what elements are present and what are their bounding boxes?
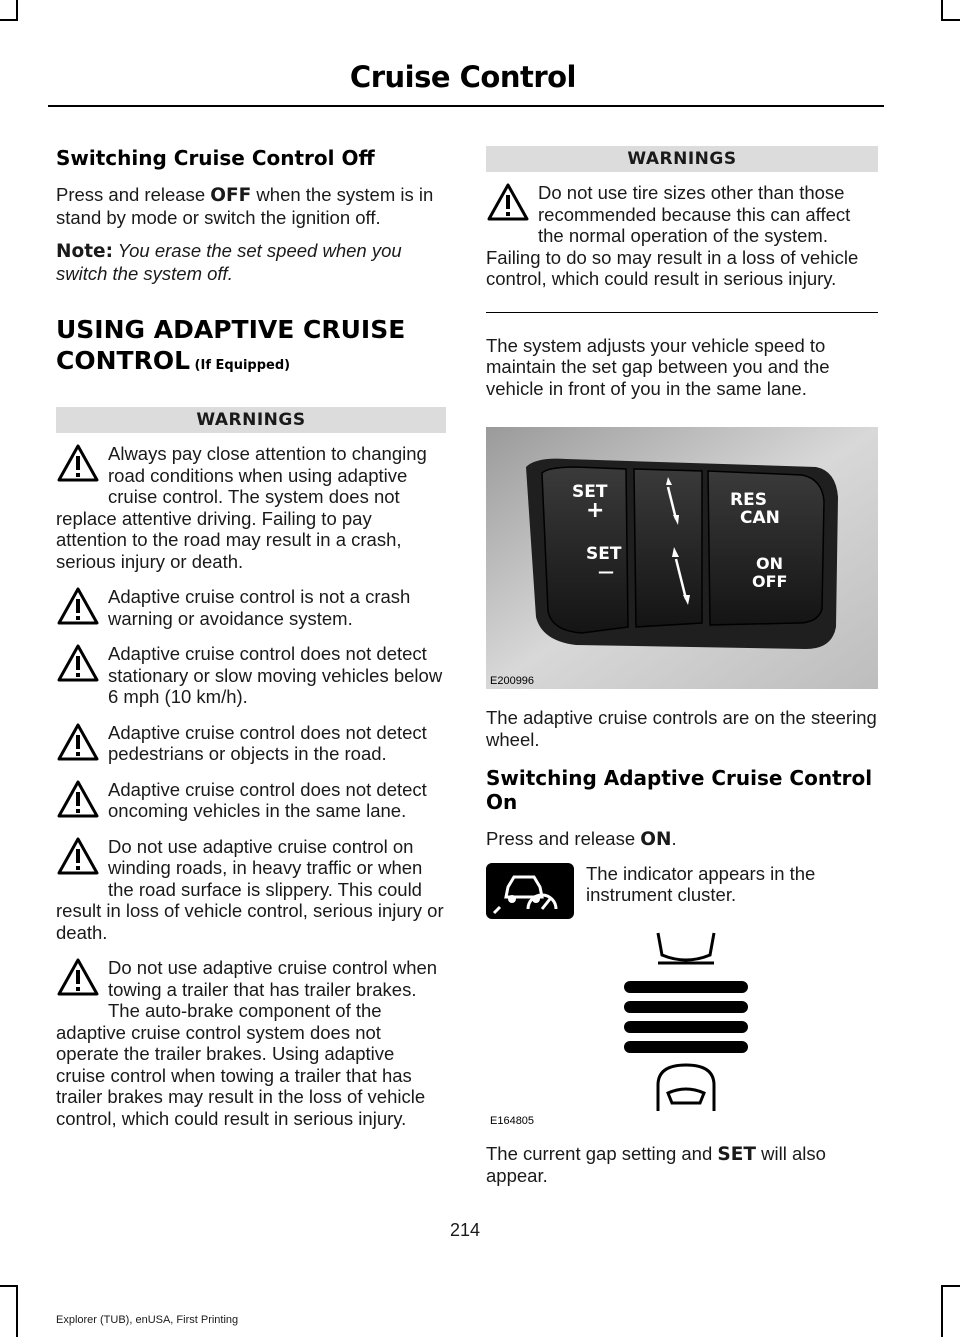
crop-mark xyxy=(0,19,18,21)
text: will also appear. xyxy=(486,1142,826,1186)
warning-item xyxy=(56,836,446,944)
warning-item xyxy=(56,586,446,629)
set-minus-label: SET xyxy=(586,544,622,564)
crop-mark xyxy=(0,1285,18,1287)
crop-mark xyxy=(941,0,943,20)
warning-text: Adaptive cruise control does not detect pedestrians or objects in the road. xyxy=(108,721,427,764)
can-label: CAN xyxy=(740,508,780,528)
switch-off-heading: Switching Cruise Control Off xyxy=(56,146,375,170)
indicator-text: The indicator appears in the instrument cluster. xyxy=(586,862,816,905)
gap-paragraph xyxy=(486,1143,878,1187)
warning-item xyxy=(56,722,446,765)
text: . xyxy=(671,828,677,849)
warning-text: Do not use tire sizes other than those recommended because this can affect the normal operation of the system. Failing to do so may result in a loss of vehicle control, which could result in serious injury. xyxy=(486,182,859,289)
adaptive-cruise-indicator-icon xyxy=(486,863,574,919)
minus-label: — xyxy=(598,562,614,581)
figure-code: E200996 xyxy=(490,675,535,687)
warning-triangle-icon xyxy=(56,643,104,687)
crop-mark xyxy=(16,0,18,20)
warnings-list xyxy=(486,182,878,313)
warning-triangle-icon xyxy=(56,836,104,880)
note-text: You erase the set speed when you switch the system off. xyxy=(56,240,402,284)
text: Press and release xyxy=(486,828,641,849)
set-keyword: SET xyxy=(717,1143,756,1165)
set-plus-label: SET xyxy=(572,482,608,502)
page-title: Cruise Control xyxy=(349,60,576,94)
right-column xyxy=(486,146,878,1199)
steering-controls-illustration xyxy=(486,427,878,689)
on-label: ON xyxy=(756,554,783,573)
warnings-header: WARNINGS xyxy=(486,146,878,172)
section-heading-suffix: (If Equipped) xyxy=(190,358,291,373)
figure-code: E164805 xyxy=(490,1114,535,1127)
warnings-end-rule xyxy=(56,1143,446,1151)
warning-item xyxy=(56,643,446,708)
footer-info: Explorer (TUB), enUSA, First Printing xyxy=(56,1314,239,1326)
switch-on-heading: Switching Adaptive Cruise Control On xyxy=(486,766,873,814)
warning-text: Adaptive cruise control is not a crash warning or avoidance system. xyxy=(108,586,411,629)
warnings-list xyxy=(56,443,446,1151)
on-keyword: ON xyxy=(640,829,672,850)
crop-mark xyxy=(16,1285,18,1337)
warning-item xyxy=(56,957,446,1129)
gap-setting-figure xyxy=(486,925,878,1135)
warning-triangle-icon xyxy=(56,443,104,487)
crop-mark xyxy=(941,1285,960,1287)
plus-label: + xyxy=(586,498,605,523)
controls-paragraph: The adaptive cruise controls are on the steering wheel. xyxy=(486,707,877,750)
text: when the system is in stand by mode or switch the ignition off. xyxy=(56,184,434,228)
warning-text: Adaptive cruise control does not detect oncoming vehicles in the same lane. xyxy=(108,778,427,821)
warning-item xyxy=(486,182,878,290)
crop-mark xyxy=(941,19,960,21)
warning-triangle-icon xyxy=(56,779,104,823)
off-keyword: OFF xyxy=(210,185,252,206)
section-heading-text: USING ADAPTIVE CRUISE CONTROL xyxy=(56,315,406,375)
indicator-row xyxy=(486,863,878,923)
warning-triangle-icon xyxy=(56,957,104,1001)
steering-controls-figure xyxy=(486,427,878,689)
section-heading xyxy=(56,314,446,381)
text: The current gap setting and xyxy=(486,1142,718,1164)
warning-triangle-icon xyxy=(56,722,104,766)
warning-text: Adaptive cruise control does not detect stationary or slow moving vehicles below 6 mph (10 km/h). xyxy=(108,643,443,707)
switch-off-paragraph xyxy=(56,184,446,228)
crop-mark xyxy=(941,1285,943,1337)
note-paragraph xyxy=(56,240,446,284)
switch-on-paragraph xyxy=(486,828,878,851)
warning-text: Do not use adaptive cruise control on winding roads, in heavy traffic or when the road surface is slippery. This could result in loss of vehicle control, serious injury or death. xyxy=(56,835,444,943)
res-label: RES xyxy=(730,490,767,510)
header-rule xyxy=(48,105,884,107)
off-label: OFF xyxy=(752,572,788,591)
warnings-end-rule xyxy=(486,304,878,313)
text: Press and release xyxy=(56,184,211,205)
warning-item xyxy=(56,779,446,822)
warning-triangle-icon xyxy=(56,586,104,630)
page-number: 214 xyxy=(449,1220,481,1240)
warning-triangle-icon xyxy=(486,182,534,226)
left-column xyxy=(56,146,446,1173)
note-label: Note: xyxy=(56,241,113,262)
warning-item xyxy=(56,443,446,572)
gap-setting-illustration xyxy=(486,925,878,1135)
intro-paragraph: The system adjusts your vehicle speed to maintain the set gap between you and the vehicle in front of you in the same lane. xyxy=(486,334,830,399)
warning-text: Do not use adaptive cruise control when towing a trailer that has trailer brakes. The auto-brake component of the adaptive cruise control system does not operate the trailer brakes. Using adaptive cruise control when towing a trailer that has trailer brakes may result in the loss of vehicle control, which could result in serious injury. xyxy=(56,957,438,1129)
warning-text: Always pay close attention to changing road conditions when using adaptive cruise control. The system does not replace attentive driving. Failing to pay attention to the road may result in a crash, serious injury or death. xyxy=(56,443,427,572)
warnings-header: WARNINGS xyxy=(56,407,446,433)
